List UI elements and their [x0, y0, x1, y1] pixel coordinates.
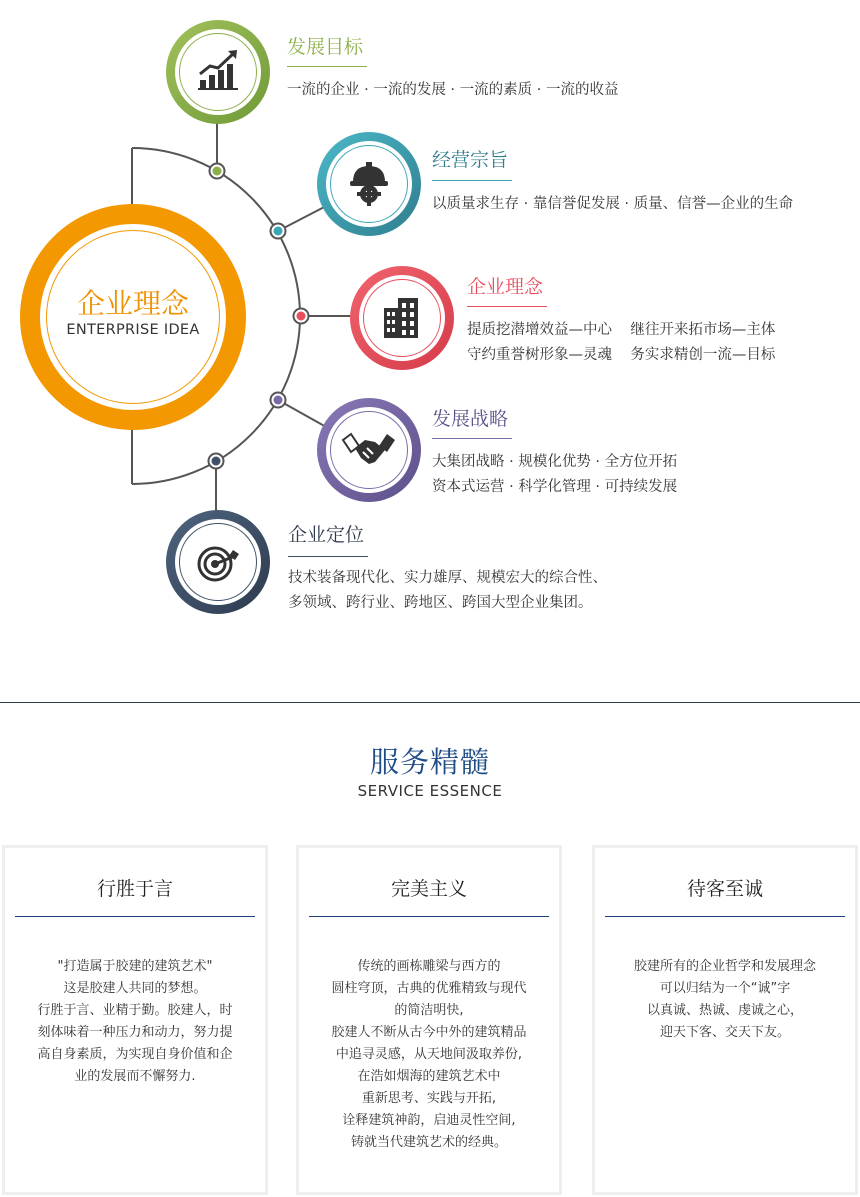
- card-title: 完美主义: [390, 878, 467, 900]
- card-title: 待客至诚: [686, 878, 763, 900]
- strategy-title: 发展战略: [432, 408, 509, 430]
- position-text: 技术装备现代化、实力雄厚、规模宏大的综合性、 多领域、跨行业、跨地区、跨国大型企业集团。: [288, 570, 607, 611]
- hard-hat-gear-icon: [347, 160, 391, 206]
- goal-text: 一流的企业 · 一流的发展 · 一流的素质 · 一流的收益: [287, 82, 619, 98]
- position-title: 企业定位: [288, 524, 365, 546]
- section-divider: [0, 702, 860, 703]
- buildings-icon: [380, 294, 424, 340]
- card-title: 行胜于言: [96, 878, 173, 900]
- card-body: "打造属于胶建的建筑艺术" 这是胶建人共同的梦想。 行胜于言、业精于勤。胶建人，时 刻体味着一种压力和动力，努力提 高自身素质，为实现自身价值和企 业的发展而不懈努力.: [37, 959, 233, 1084]
- position-underline: [288, 556, 368, 557]
- handshake-icon: [341, 430, 397, 470]
- tenet-text: 以质量求生存 · 靠信誉促发展 · 质量、信誉—企业的生命: [432, 196, 794, 212]
- growth-chart-icon: [196, 48, 242, 92]
- strategy-underline: [432, 438, 512, 439]
- card-underline: [15, 916, 255, 917]
- service-title: 服务精髓: [369, 745, 490, 779]
- strategy-text: 大集团战略 · 规模化优势 · 全方位开拓 资本式运营 · 科学化管理 · 可持续发展: [432, 454, 678, 495]
- center-title: 企业理念: [76, 287, 189, 320]
- card-body: 胶建所有的企业哲学和发展理念 可以归结为一个“诚”字 以真诚、热诚、虔诚之心， 迎天下客、交天下友。: [633, 959, 816, 1040]
- service-subtitle: SERVICE ESSENCE: [357, 782, 503, 800]
- card-body: 传统的画栋雕梁与西方的 圆柱穹顶，古典的优雅精致与现代 的简洁明快, 胶建人不断从古今中外的建筑精品 中追寻灵感，从天地间汲取养份, 在浩如烟海的建筑艺术中 重新思考、实践与开拓, 诠释建筑神韵，启迪灵性空间, 铸就当代建筑艺术的经典。: [331, 959, 527, 1150]
- tenet-title: 经营宗旨: [432, 149, 509, 171]
- card-underline: [309, 916, 549, 917]
- card-sincerity: [592, 845, 858, 1195]
- card-underline: [605, 916, 845, 917]
- idea-text: 提质挖潜增效益—中心 继往开来拓市场—主体 守约重誉树形象—灵魂 务实求精创一流—目标: [467, 322, 776, 363]
- card-actions-speak: [2, 845, 268, 1195]
- goal-title: 发展目标: [287, 36, 364, 58]
- idea-title: 企业理念: [467, 276, 544, 298]
- tenet-underline: [432, 180, 512, 181]
- idea-underline: [467, 306, 547, 307]
- goal-underline: [287, 66, 367, 67]
- target-icon: [195, 540, 241, 584]
- card-perfectionism: [296, 845, 562, 1195]
- center-subtitle: ENTERPRISE IDEA: [66, 322, 200, 338]
